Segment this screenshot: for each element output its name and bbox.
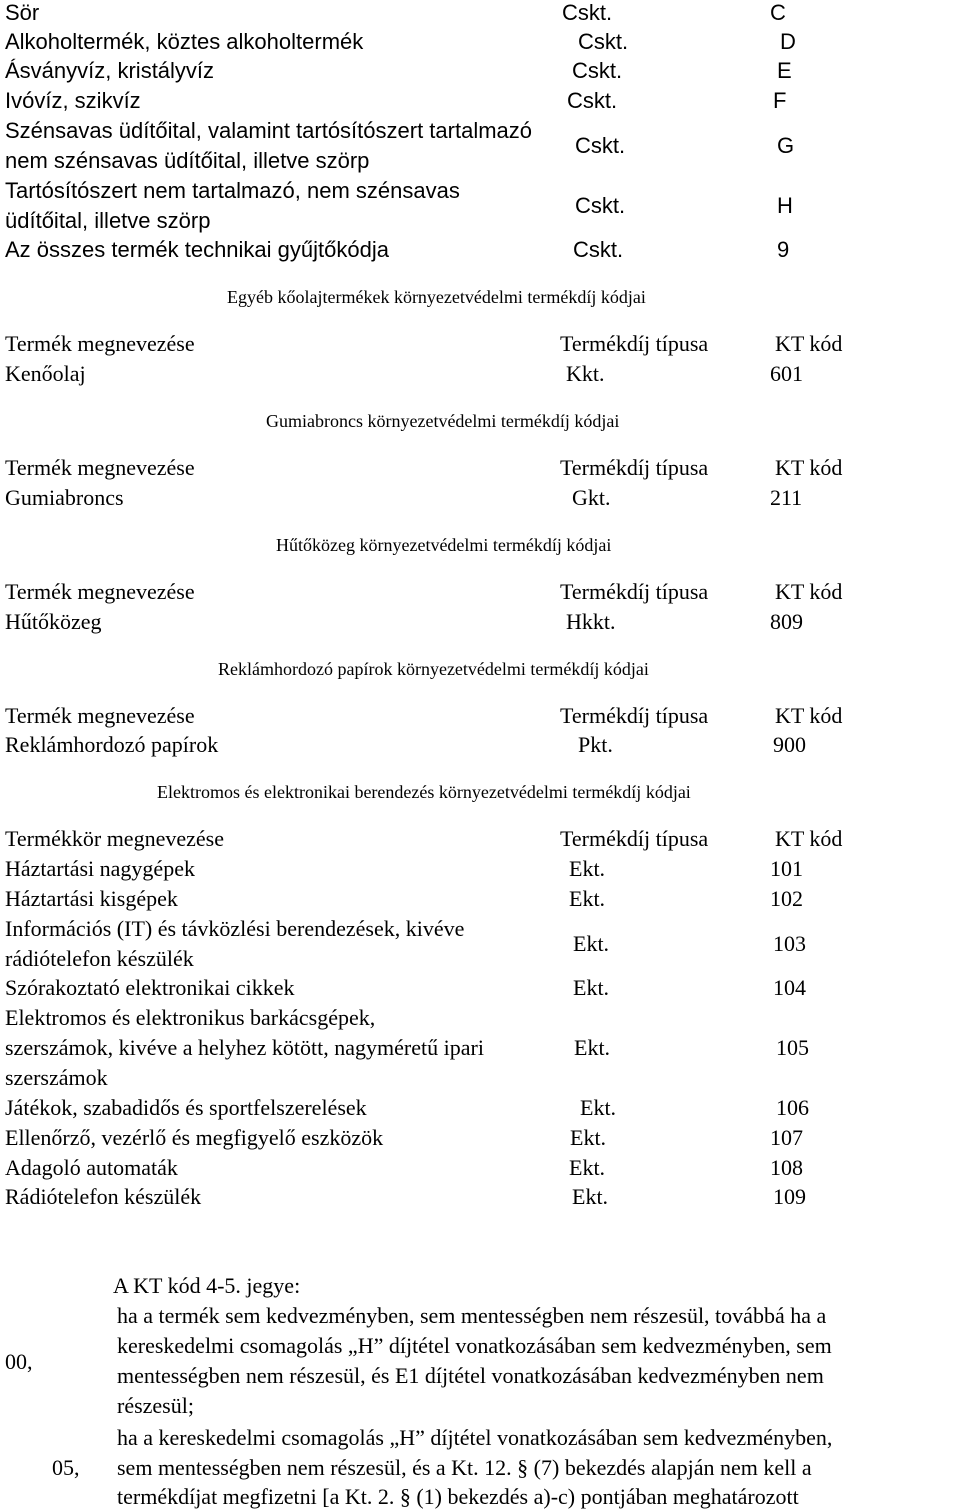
fee-type: Cskt. (575, 133, 626, 158)
col-header-code: KT kód (775, 579, 843, 604)
kt-code: H (777, 193, 793, 218)
product-name: Alkoholtermék, köztes alkoholtermék (5, 29, 364, 54)
fee-type: Ekt. (573, 975, 610, 1000)
product-name: Szórakoztató elektronikai cikkek (5, 975, 295, 1000)
kt-code: 900 (773, 732, 806, 757)
kt-code: 104 (773, 975, 806, 1000)
kt-code: E (777, 58, 792, 83)
col-header-name: Termék megnevezése (5, 579, 195, 604)
kt-code: F (773, 88, 787, 113)
fee-type: Cskt. (573, 237, 624, 262)
section-title: Gumiabroncs környezetvédelmi termékdíj kódjai (266, 411, 620, 431)
kt-code: 103 (773, 931, 806, 956)
fee-type: Cskt. (578, 29, 629, 54)
kt-code: 108 (770, 1155, 803, 1180)
note-code: 00, (5, 1349, 33, 1374)
product-name: Sör (5, 0, 40, 25)
section-title: Egyéb kőolajtermékek környezetvédelmi termékdíj kódjai (227, 287, 646, 307)
fee-type: Pkt. (578, 732, 613, 757)
note-line: mentességben nem részesül, és E1 díjtétel vonatkozásában kedvezményben nem (117, 1363, 824, 1388)
product-name: Háztartási nagygépek (5, 856, 195, 881)
product-name: Hűtőközeg (5, 609, 102, 634)
kt-code: 107 (770, 1125, 803, 1150)
col-header-code: KT kód (775, 826, 843, 851)
product-name-line: Tartósítószert nem tartalmazó, nem szénsavas (5, 178, 460, 203)
product-name-line: szerszámok, kivéve a helyhez kötött, nagyméretű ipari (5, 1035, 484, 1060)
col-header-type: Termékdíj típusa (560, 579, 709, 604)
fee-type: Ekt. (572, 1184, 609, 1209)
product-name: Rádiótelefon készülék (5, 1184, 202, 1209)
kt-code: G (777, 133, 795, 158)
kt-code: C (770, 0, 786, 25)
product-name: Ásványvíz, kristályvíz (5, 58, 215, 83)
product-name: Ivóvíz, szikvíz (5, 88, 141, 113)
product-name: Reklámhordozó papírok (5, 732, 219, 757)
col-header-type: Termékdíj típusa (560, 703, 709, 728)
section-title: Reklámhordozó papírok környezetvédelmi termékdíj kódjai (218, 659, 649, 679)
kt-code: 809 (770, 609, 803, 634)
product-name: Gumiabroncs (5, 485, 124, 510)
section-title: Hűtőközeg környezetvédelmi termékdíj kódjai (276, 535, 612, 555)
fee-type: Gkt. (572, 485, 611, 510)
col-header-code: KT kód (775, 703, 843, 728)
product-name: Adagoló automaták (5, 1155, 178, 1180)
product-name-line: Szénsavas üdítőital, valamint tartósítószert tartalmazó (5, 118, 533, 143)
note-title: A KT kód 4-5. jegye: (113, 1273, 301, 1298)
kt-code: 211 (770, 485, 803, 510)
product-name: Kenőolaj (5, 361, 86, 386)
kt-code: 109 (773, 1184, 806, 1209)
kt-code: D (780, 29, 796, 54)
kt-code: 601 (770, 361, 803, 386)
fee-type: Ekt. (574, 1035, 611, 1060)
fee-type: Cskt. (562, 0, 613, 25)
fee-type: Ekt. (569, 1155, 606, 1180)
product-name-line: szerszámok (5, 1065, 108, 1090)
col-header-name: Termékkör megnevezése (5, 826, 224, 851)
fee-type: Ekt. (580, 1095, 617, 1120)
note-line: részesül; (117, 1393, 194, 1418)
col-header-type: Termékdíj típusa (560, 331, 709, 356)
col-header-name: Termék megnevezése (5, 703, 195, 728)
product-name: Az összes termék technikai gyűjtőkódja (5, 237, 389, 262)
fee-type: Ekt. (569, 886, 606, 911)
note-line: kereskedelmi csomagolás „H” díjtétel vonatkozásában sem kedvezményben, sem (117, 1333, 832, 1358)
product-name: Játékok, szabadidős és sportfelszerelések (5, 1095, 367, 1120)
product-name-line: rádiótelefon készülék (5, 946, 194, 971)
note-code: 05, (52, 1455, 80, 1480)
product-name: Háztartási kisgépek (5, 886, 178, 911)
product-name: Ellenőrző, vezérlő és megfigyelő eszközök (5, 1125, 384, 1150)
fee-type: Ekt. (570, 1125, 607, 1150)
kt-code: 106 (776, 1095, 809, 1120)
fee-type: Ekt. (573, 931, 610, 956)
product-name-line: üdítőital, illetve szörp (5, 208, 211, 233)
note-line: ha a kereskedelmi csomagolás „H” díjtétel vonatkozásában sem kedvezményben, (117, 1425, 833, 1450)
note-line: termékdíjat megfizetni [a Kt. 2. § (1) bekezdés a)-c) pontjában meghatározott (117, 1484, 799, 1509)
section-title: Elektromos és elektronikai berendezés környezetvédelmi termékdíj kódjai (157, 782, 691, 802)
kt-code: 105 (776, 1035, 809, 1060)
fee-type: Cskt. (567, 88, 618, 113)
fee-type: Cskt. (572, 58, 623, 83)
note-line: sem mentességben nem részesül, és a Kt. 12. § (7) bekezdés alapján nem kell a (117, 1455, 812, 1480)
col-header-name: Termék megnevezése (5, 331, 195, 356)
kt-code: 9 (777, 237, 790, 262)
col-header-type: Termékdíj típusa (560, 455, 709, 480)
fee-type: Hkkt. (566, 609, 616, 634)
kt-code: 102 (770, 886, 803, 911)
product-name-line: Információs (IT) és távközlési berendezések, kivéve (5, 916, 465, 941)
note-line: ha a termék sem kedvezményben, sem mentességben nem részesül, továbbá ha a (117, 1303, 827, 1328)
col-header-name: Termék megnevezése (5, 455, 195, 480)
fee-type: Ekt. (569, 856, 606, 881)
kt-code: 101 (770, 856, 803, 881)
col-header-code: KT kód (775, 455, 843, 480)
product-name-line: Elektromos és elektronikus barkácsgépek, (5, 1005, 376, 1030)
col-header-code: KT kód (775, 331, 843, 356)
col-header-type: Termékdíj típusa (560, 826, 709, 851)
fee-type: Cskt. (575, 193, 626, 218)
fee-type: Kkt. (566, 361, 605, 386)
product-name-line: nem szénsavas üdítőital, illetve szörp (5, 148, 370, 173)
